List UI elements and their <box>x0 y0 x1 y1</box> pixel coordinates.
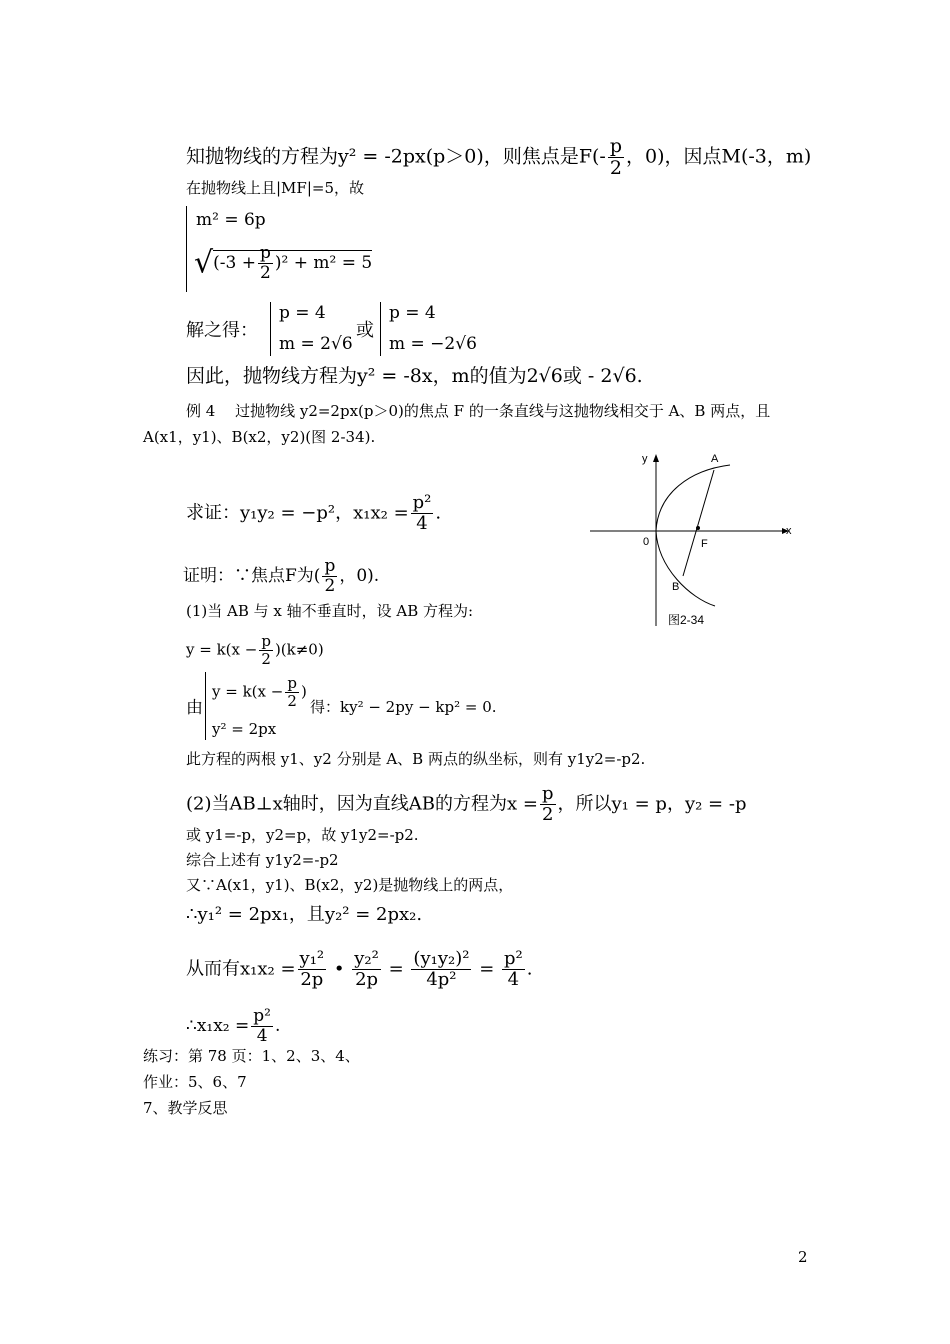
denominator: 2 <box>260 263 271 283</box>
denominator: 2 <box>542 804 554 825</box>
text-segment: y = k(x − <box>212 682 284 701</box>
numerator: y₂² <box>354 948 379 969</box>
text-segment: 从而有x₁x₂ = <box>186 958 296 980</box>
label-a: A <box>711 453 719 465</box>
statement-prove <box>186 494 441 533</box>
equation-line <box>186 634 324 667</box>
proof-start <box>183 558 379 595</box>
equation: p = 4 <box>279 303 326 323</box>
text-segment: . <box>526 958 533 980</box>
text-line: 解之得： <box>186 320 258 341</box>
numerator: p <box>541 783 554 804</box>
y-axis-arrow <box>653 454 659 462</box>
numerator: p² <box>412 492 432 513</box>
text-segment: . <box>274 1016 281 1036</box>
chord-ab <box>683 470 714 576</box>
text-segment: = <box>479 958 495 980</box>
fraction <box>608 137 624 178</box>
numerator: p² <box>504 948 523 969</box>
left-brace <box>186 206 187 292</box>
text-or: 或 <box>356 320 374 341</box>
text-segment: (2)当AB⊥x轴时，因为直线AB的方程为x = <box>186 793 538 815</box>
label-f: F <box>701 538 708 550</box>
text-segment: y = k(x − <box>186 640 258 659</box>
label-y: y <box>642 453 648 465</box>
fraction <box>298 950 327 989</box>
left-brace <box>270 302 271 356</box>
left-brace <box>380 302 381 356</box>
denominator: 4p² <box>426 969 457 990</box>
numerator: (y₁y₂)² <box>413 948 470 969</box>
equation: m = 2√6 <box>279 334 353 354</box>
numerator: p <box>261 632 271 650</box>
equation <box>212 676 307 709</box>
text-segment: 证明：∵焦点F为( <box>183 566 321 586</box>
text-segment: (-3 + <box>213 253 256 273</box>
text-by: 由 <box>186 698 203 718</box>
numerator: p² <box>253 1006 271 1026</box>
text-line: 在抛物线上且|MF|=5，故 <box>186 179 364 197</box>
equation-radical <box>194 245 372 282</box>
fraction <box>411 950 471 989</box>
text-line: 此方程的两根 y1、y2 分别是 A、B 两点的纵坐标，则有 y1y2=-p2. <box>186 750 646 768</box>
figure-parabola <box>590 448 800 648</box>
fraction <box>322 558 337 595</box>
denominator: 2p <box>355 969 379 990</box>
text-segment: 知抛物线的方程为y² = -2px(p＞0)，则焦点是F(- <box>186 145 606 168</box>
equation: p = 4 <box>389 303 436 323</box>
equation: 得：ky² − 2py − kp² = 0. <box>310 698 497 716</box>
text-line-conclusion: 因此，抛物线方程为y² = -8x，m的值为2√6或 - 2√6. <box>186 365 643 387</box>
denominator: 2 <box>287 692 297 710</box>
equation-line: ∴y₁² = 2px₁，且y₂² = 2px₂. <box>186 904 423 925</box>
text-segment: ，0)，因点M(-3，m) <box>626 145 812 168</box>
radicand <box>213 243 373 283</box>
label-b: B <box>672 581 680 593</box>
text-line: 又∵A(x1，y1)、B(x2，y2)是抛物线上的两点， <box>186 876 514 894</box>
text-line: A(x1，y1)、B(x2，y2)(图 2-34). <box>143 428 376 446</box>
fraction <box>540 785 556 824</box>
text-segment: )² + m² = 5 <box>274 253 373 273</box>
equation-line-product <box>186 950 533 989</box>
radical-sign: √ <box>194 245 214 281</box>
text-line-focus <box>186 137 811 178</box>
example-heading: 例 4 过抛物线 y2=2px(p＞0)的焦点 F 的一条直线与这抛物线相交于 A、B 两点，且 <box>186 402 771 420</box>
denominator: 2 <box>261 650 271 668</box>
text-line-homework: 作业：5、6、7 <box>143 1073 247 1091</box>
fraction <box>285 676 299 709</box>
equation: y² = 2px <box>212 720 277 738</box>
text-line: 或 y1=-p，y2=p，故 y1y2=-p2. <box>186 826 419 844</box>
label-origin: 0 <box>643 536 650 548</box>
fraction <box>411 494 434 533</box>
equation-line-final <box>186 1008 280 1045</box>
numerator: p <box>287 674 297 692</box>
focus-point <box>696 526 700 530</box>
text-line-case2 <box>186 785 746 824</box>
numerator: p <box>324 556 336 576</box>
parabola-curve <box>656 465 730 606</box>
text-line: (1)当 AB 与 x 轴不垂直时，设 AB 方程为: <box>186 602 474 620</box>
page-number: 2 <box>798 1248 808 1266</box>
fraction <box>352 950 381 989</box>
text-segment: 求证：y₁y₂ = −p²，x₁x₂ = <box>186 502 409 524</box>
denominator: 4 <box>507 969 520 990</box>
numerator: p <box>259 243 271 263</box>
text-line-practice: 练习：第 78 页：1、2、3、4、 <box>143 1047 360 1065</box>
figure-caption: 图2-34 <box>668 613 705 627</box>
denominator: 2p <box>300 969 324 990</box>
label-x: x <box>786 525 792 537</box>
text-segment: = <box>388 958 404 980</box>
text-segment: • <box>333 958 345 980</box>
numerator: y₁² <box>299 948 325 969</box>
fraction <box>502 950 525 989</box>
text-line-reflection: 7、教学反思 <box>143 1099 228 1117</box>
denominator: 2 <box>609 157 622 179</box>
denominator: 4 <box>416 513 428 534</box>
text-segment: ，所以y₁ = p，y₂ = -p <box>557 793 747 815</box>
equation: m² = 6p <box>196 210 266 230</box>
fraction <box>251 1008 273 1045</box>
denominator: 4 <box>256 1026 268 1046</box>
text-segment: ，0). <box>339 566 380 586</box>
text-segment: ∴x₁x₂ = <box>186 1016 250 1036</box>
text-segment: . <box>435 502 442 524</box>
fraction <box>259 634 273 667</box>
text-line: 综合上述有 y1y2=-p2 <box>186 851 339 869</box>
fraction <box>258 245 273 282</box>
left-brace <box>205 672 206 740</box>
text-segment: ) <box>300 682 307 701</box>
equation: m = −2√6 <box>389 334 477 354</box>
text-segment: )(k≠0) <box>274 640 324 659</box>
numerator: p <box>609 135 623 157</box>
denominator: 2 <box>324 576 336 596</box>
